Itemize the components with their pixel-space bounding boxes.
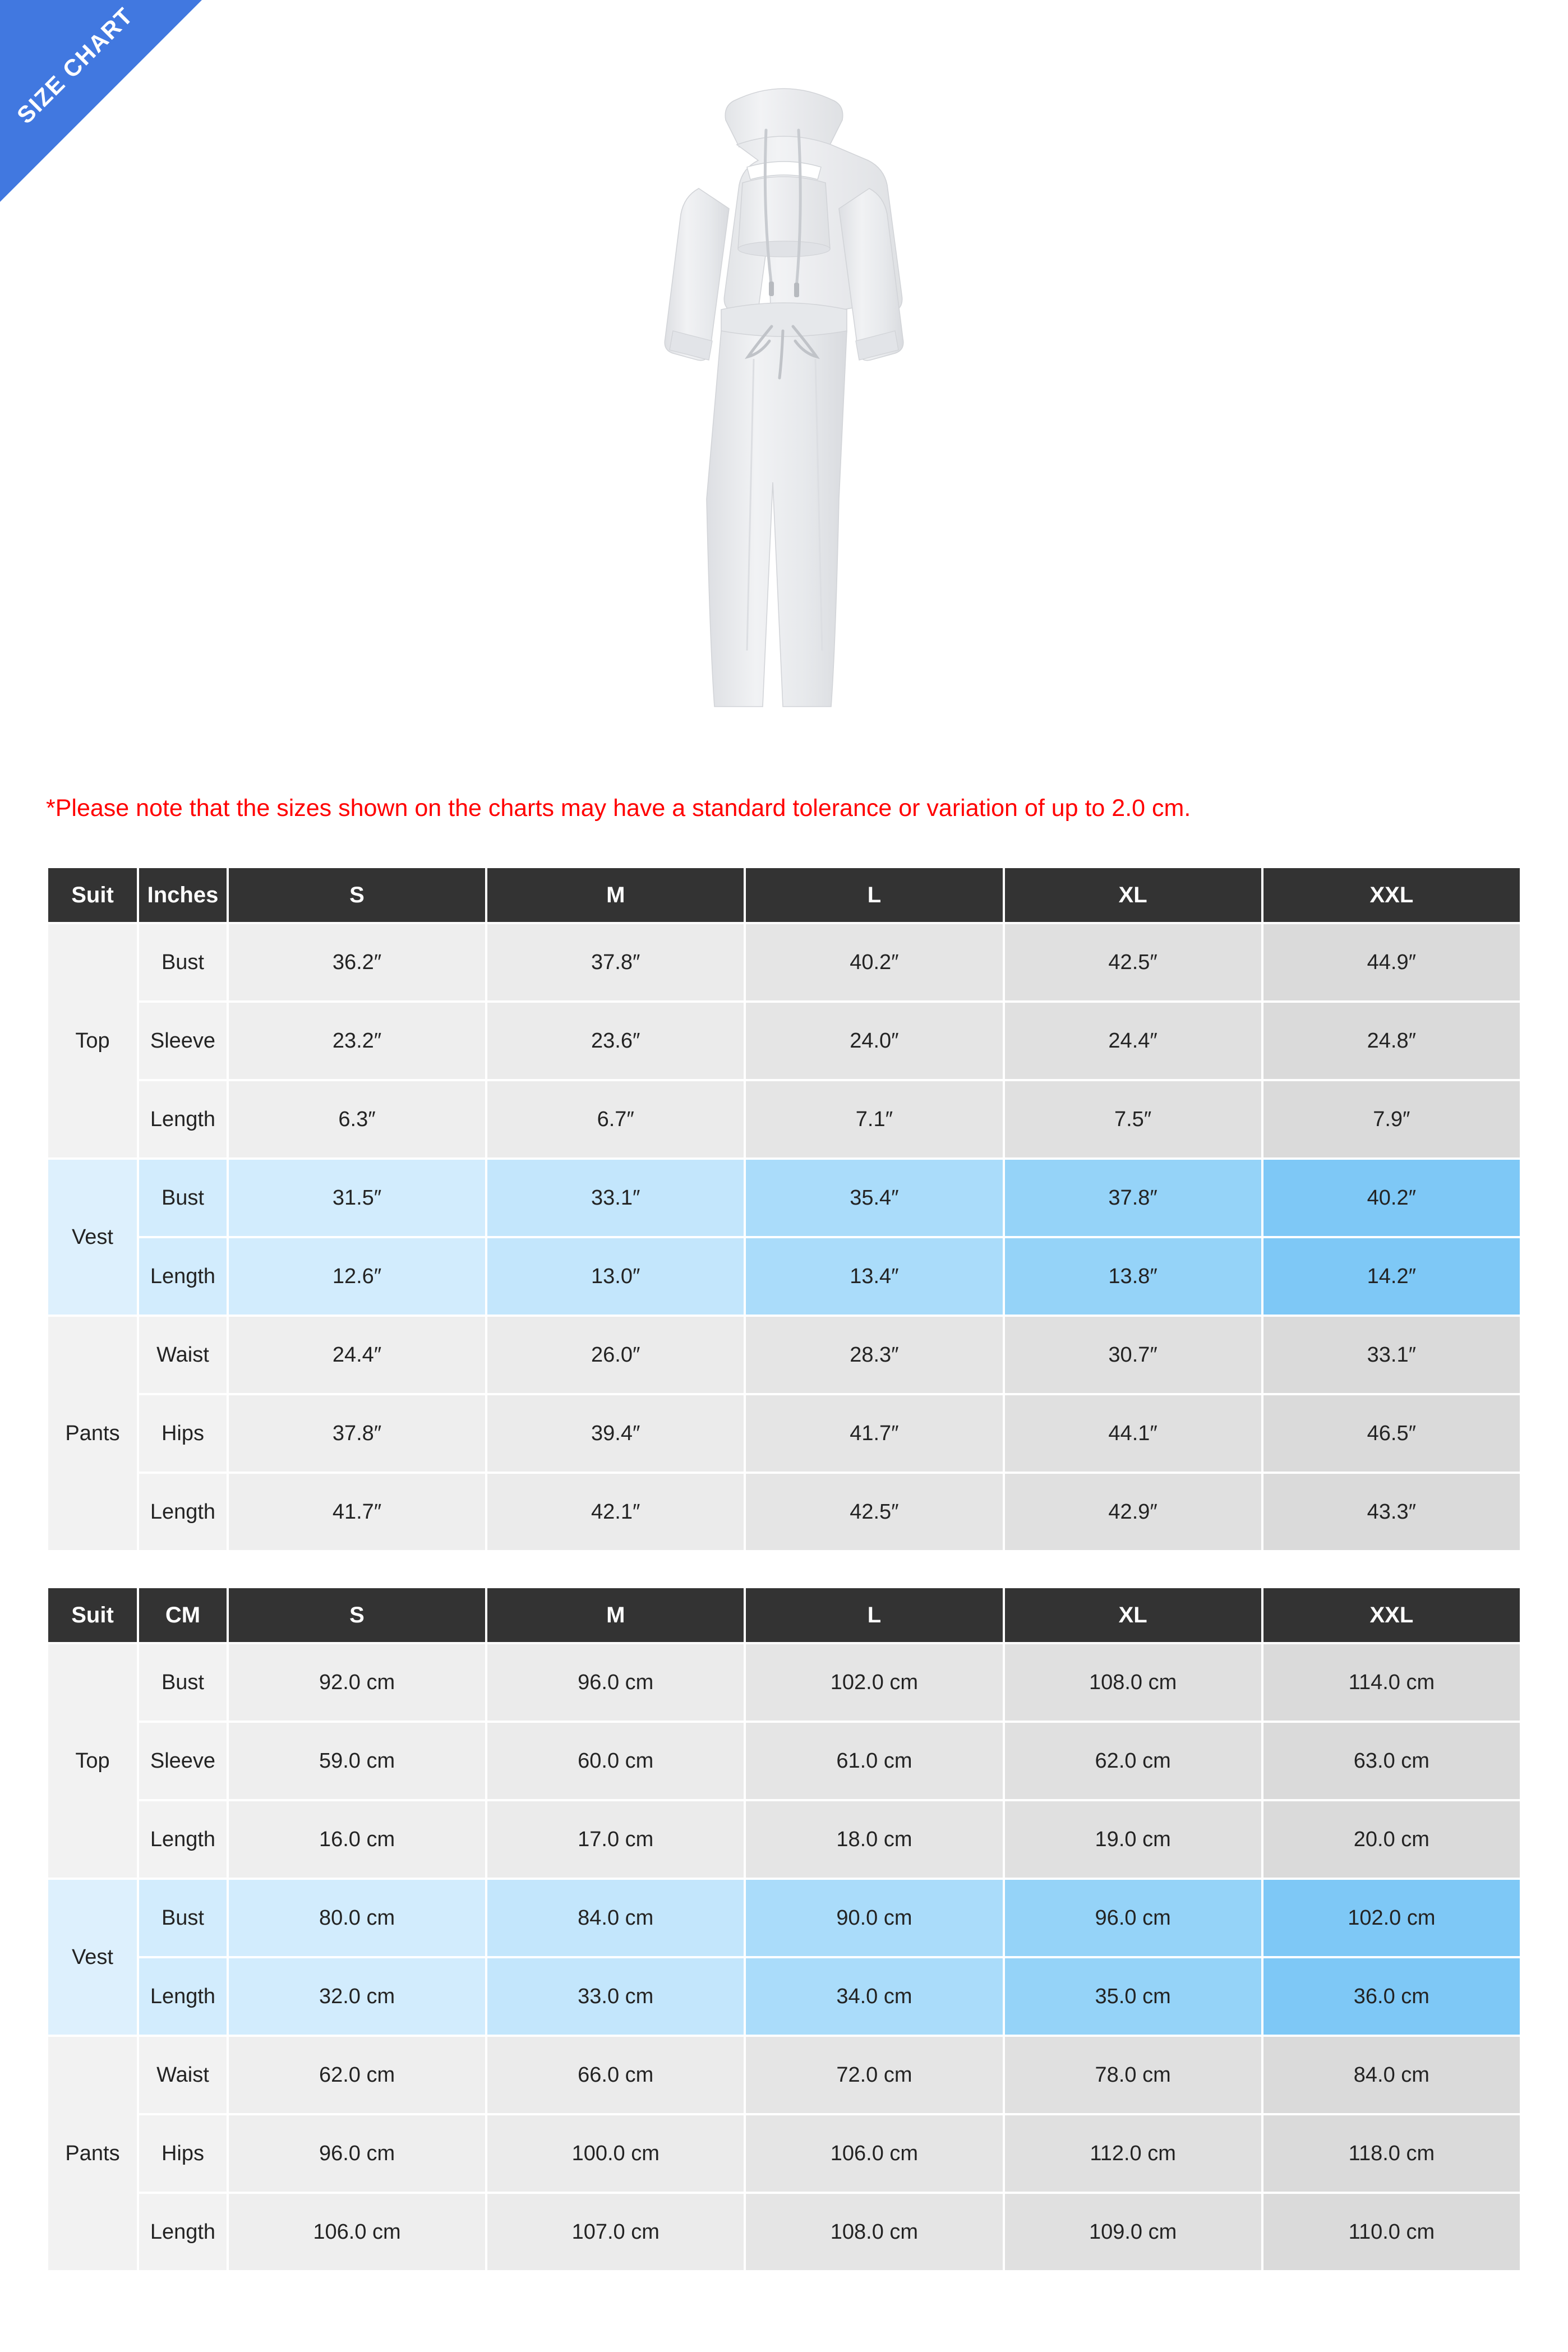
cell-l: 35.4″ xyxy=(746,1160,1002,1236)
cell-l: 34.0 cm xyxy=(746,1958,1002,2035)
header-size-m: M xyxy=(487,1588,744,1642)
row-label: Sleeve xyxy=(139,1003,227,1079)
header-size-xxl: XXL xyxy=(1263,868,1520,922)
table-row xyxy=(48,1395,1520,1472)
row-label: Length xyxy=(139,1238,227,1315)
header-size-xxl: XXL xyxy=(1263,1588,1520,1642)
cell-l: 72.0 cm xyxy=(746,2037,1002,2113)
header-unit: Inches xyxy=(139,868,227,922)
size-table-inches xyxy=(46,866,1522,1552)
table-row xyxy=(48,1317,1520,1393)
row-label: Waist xyxy=(139,1317,227,1393)
cell-s: 41.7″ xyxy=(229,1474,485,1550)
row-label: Waist xyxy=(139,2037,227,2113)
table-row xyxy=(48,1160,1520,1236)
cell-m: 96.0 cm xyxy=(487,1644,744,1721)
header-unit: CM xyxy=(139,1588,227,1642)
row-label: Hips xyxy=(139,1395,227,1472)
cell-s: 92.0 cm xyxy=(229,1644,485,1721)
cell-xl: 78.0 cm xyxy=(1005,2037,1261,2113)
header-size-l: L xyxy=(746,1588,1002,1642)
cell-xxl: 118.0 cm xyxy=(1263,2115,1520,2192)
cell-xxl: 110.0 cm xyxy=(1263,2194,1520,2270)
cell-xl: 24.4″ xyxy=(1005,1003,1261,1079)
row-label: Length xyxy=(139,1958,227,2035)
product-image xyxy=(0,67,1568,774)
cell-s: 31.5″ xyxy=(229,1160,485,1236)
cell-m: 107.0 cm xyxy=(487,2194,744,2270)
header-row xyxy=(48,868,1520,922)
cell-xl: 30.7″ xyxy=(1005,1317,1261,1393)
table-row xyxy=(48,1958,1520,2035)
table-row xyxy=(48,1474,1520,1550)
cell-l: 7.1″ xyxy=(746,1081,1002,1157)
cell-l: 18.0 cm xyxy=(746,1801,1002,1878)
row-label: Hips xyxy=(139,2115,227,2192)
cell-xl: 44.1″ xyxy=(1005,1395,1261,1472)
cell-l: 42.5″ xyxy=(746,1474,1002,1550)
cell-s: 16.0 cm xyxy=(229,1801,485,1878)
table-row xyxy=(48,1801,1520,1878)
cell-m: 66.0 cm xyxy=(487,2037,744,2113)
table-row xyxy=(48,1644,1520,1721)
cell-xxl: 14.2″ xyxy=(1263,1238,1520,1315)
cell-l: 106.0 cm xyxy=(746,2115,1002,2192)
cell-s: 80.0 cm xyxy=(229,1880,485,1956)
header-size-m: M xyxy=(487,868,744,922)
row-label: Length xyxy=(139,2194,227,2270)
cell-s: 32.0 cm xyxy=(229,1958,485,2035)
table-body-cm xyxy=(48,1644,1520,2270)
table-header-inches xyxy=(48,868,1520,922)
table-row xyxy=(48,1723,1520,1799)
cell-xl: 7.5″ xyxy=(1005,1081,1261,1157)
table-body-inches xyxy=(48,924,1520,1550)
cell-xxl: 33.1″ xyxy=(1263,1317,1520,1393)
cell-l: 24.0″ xyxy=(746,1003,1002,1079)
cell-m: 33.1″ xyxy=(487,1160,744,1236)
cell-s: 23.2″ xyxy=(229,1003,485,1079)
cell-xxl: 7.9″ xyxy=(1263,1081,1520,1157)
header-size-s: S xyxy=(229,1588,485,1642)
cell-xl: 42.9″ xyxy=(1005,1474,1261,1550)
header-row xyxy=(48,1588,1520,1642)
table-row xyxy=(48,2194,1520,2270)
cell-m: 13.0″ xyxy=(487,1238,744,1315)
header-size-xl: XL xyxy=(1005,1588,1261,1642)
cell-m: 17.0 cm xyxy=(487,1801,744,1878)
cell-xxl: 40.2″ xyxy=(1263,1160,1520,1236)
cell-s: 6.3″ xyxy=(229,1081,485,1157)
header-size-s: S xyxy=(229,868,485,922)
row-label: Bust xyxy=(139,924,227,1000)
header-suit: Suit xyxy=(48,1588,137,1642)
cell-s: 12.6″ xyxy=(229,1238,485,1315)
cell-xxl: 63.0 cm xyxy=(1263,1723,1520,1799)
cell-l: 61.0 cm xyxy=(746,1723,1002,1799)
cell-xl: 109.0 cm xyxy=(1005,2194,1261,2270)
cell-s: 106.0 cm xyxy=(229,2194,485,2270)
cell-xxl: 114.0 cm xyxy=(1263,1644,1520,1721)
table-row xyxy=(48,1880,1520,1956)
table-row xyxy=(48,2115,1520,2192)
cell-l: 13.4″ xyxy=(746,1238,1002,1315)
cell-s: 37.8″ xyxy=(229,1395,485,1472)
table-row xyxy=(48,924,1520,1000)
row-label: Bust xyxy=(139,1644,227,1721)
cell-xxl: 36.0 cm xyxy=(1263,1958,1520,2035)
cell-s: 59.0 cm xyxy=(229,1723,485,1799)
row-label: Bust xyxy=(139,1880,227,1956)
cell-m: 84.0 cm xyxy=(487,1880,744,1956)
row-label: Length xyxy=(139,1474,227,1550)
cell-xl: 62.0 cm xyxy=(1005,1723,1261,1799)
cell-m: 100.0 cm xyxy=(487,2115,744,2192)
header-suit: Suit xyxy=(48,868,137,922)
cell-l: 28.3″ xyxy=(746,1317,1002,1393)
cell-m: 23.6″ xyxy=(487,1003,744,1079)
suit-group-vest: Vest xyxy=(48,1880,137,2035)
cell-xxl: 44.9″ xyxy=(1263,924,1520,1000)
cell-xl: 19.0 cm xyxy=(1005,1801,1261,1878)
cell-s: 96.0 cm xyxy=(229,2115,485,2192)
cell-l: 90.0 cm xyxy=(746,1880,1002,1956)
table-row xyxy=(48,1238,1520,1315)
row-label: Length xyxy=(139,1081,227,1157)
header-size-xl: XL xyxy=(1005,868,1261,922)
cell-l: 41.7″ xyxy=(746,1395,1002,1472)
cell-l: 40.2″ xyxy=(746,924,1002,1000)
cell-xl: 42.5″ xyxy=(1005,924,1261,1000)
cell-m: 39.4″ xyxy=(487,1395,744,1472)
cell-m: 26.0″ xyxy=(487,1317,744,1393)
cell-xxl: 24.8″ xyxy=(1263,1003,1520,1079)
cell-l: 108.0 cm xyxy=(746,2194,1002,2270)
cell-s: 24.4″ xyxy=(229,1317,485,1393)
cell-xl: 35.0 cm xyxy=(1005,1958,1261,2035)
cell-xxl: 46.5″ xyxy=(1263,1395,1520,1472)
row-label: Bust xyxy=(139,1160,227,1236)
cell-m: 60.0 cm xyxy=(487,1723,744,1799)
cell-xl: 37.8″ xyxy=(1005,1160,1261,1236)
tolerance-note: *Please note that the sizes shown on the charts may have a standard tolerance or variation of up to 2.0 cm. xyxy=(46,795,1191,822)
row-label: Sleeve xyxy=(139,1723,227,1799)
table-row xyxy=(48,1003,1520,1079)
cell-m: 33.0 cm xyxy=(487,1958,744,2035)
cell-m: 6.7″ xyxy=(487,1081,744,1157)
suit-group-pants: Pants xyxy=(48,1317,137,1550)
suit-group-top: Top xyxy=(48,924,137,1157)
cell-xxl: 102.0 cm xyxy=(1263,1880,1520,1956)
table-header-cm xyxy=(48,1588,1520,1642)
cell-xl: 96.0 cm xyxy=(1005,1880,1261,1956)
cell-m: 37.8″ xyxy=(487,924,744,1000)
cell-m: 42.1″ xyxy=(487,1474,744,1550)
cell-xl: 13.8″ xyxy=(1005,1238,1261,1315)
suit-group-pants: Pants xyxy=(48,2037,137,2270)
cell-xxl: 84.0 cm xyxy=(1263,2037,1520,2113)
cell-xxl: 43.3″ xyxy=(1263,1474,1520,1550)
cell-s: 36.2″ xyxy=(229,924,485,1000)
cell-xxl: 20.0 cm xyxy=(1263,1801,1520,1878)
cell-l: 102.0 cm xyxy=(746,1644,1002,1721)
table-row xyxy=(48,2037,1520,2113)
header-size-l: L xyxy=(746,868,1002,922)
row-label: Length xyxy=(139,1801,227,1878)
suit-group-top: Top xyxy=(48,1644,137,1878)
ribbon-label: SIZE CHART xyxy=(11,2,139,129)
size-table-cm xyxy=(46,1586,1522,2272)
cell-xl: 112.0 cm xyxy=(1005,2115,1261,2192)
product-illustration xyxy=(627,67,941,768)
cell-xl: 108.0 cm xyxy=(1005,1644,1261,1721)
suit-group-vest: Vest xyxy=(48,1160,137,1315)
cell-s: 62.0 cm xyxy=(229,2037,485,2113)
table-row xyxy=(48,1081,1520,1157)
